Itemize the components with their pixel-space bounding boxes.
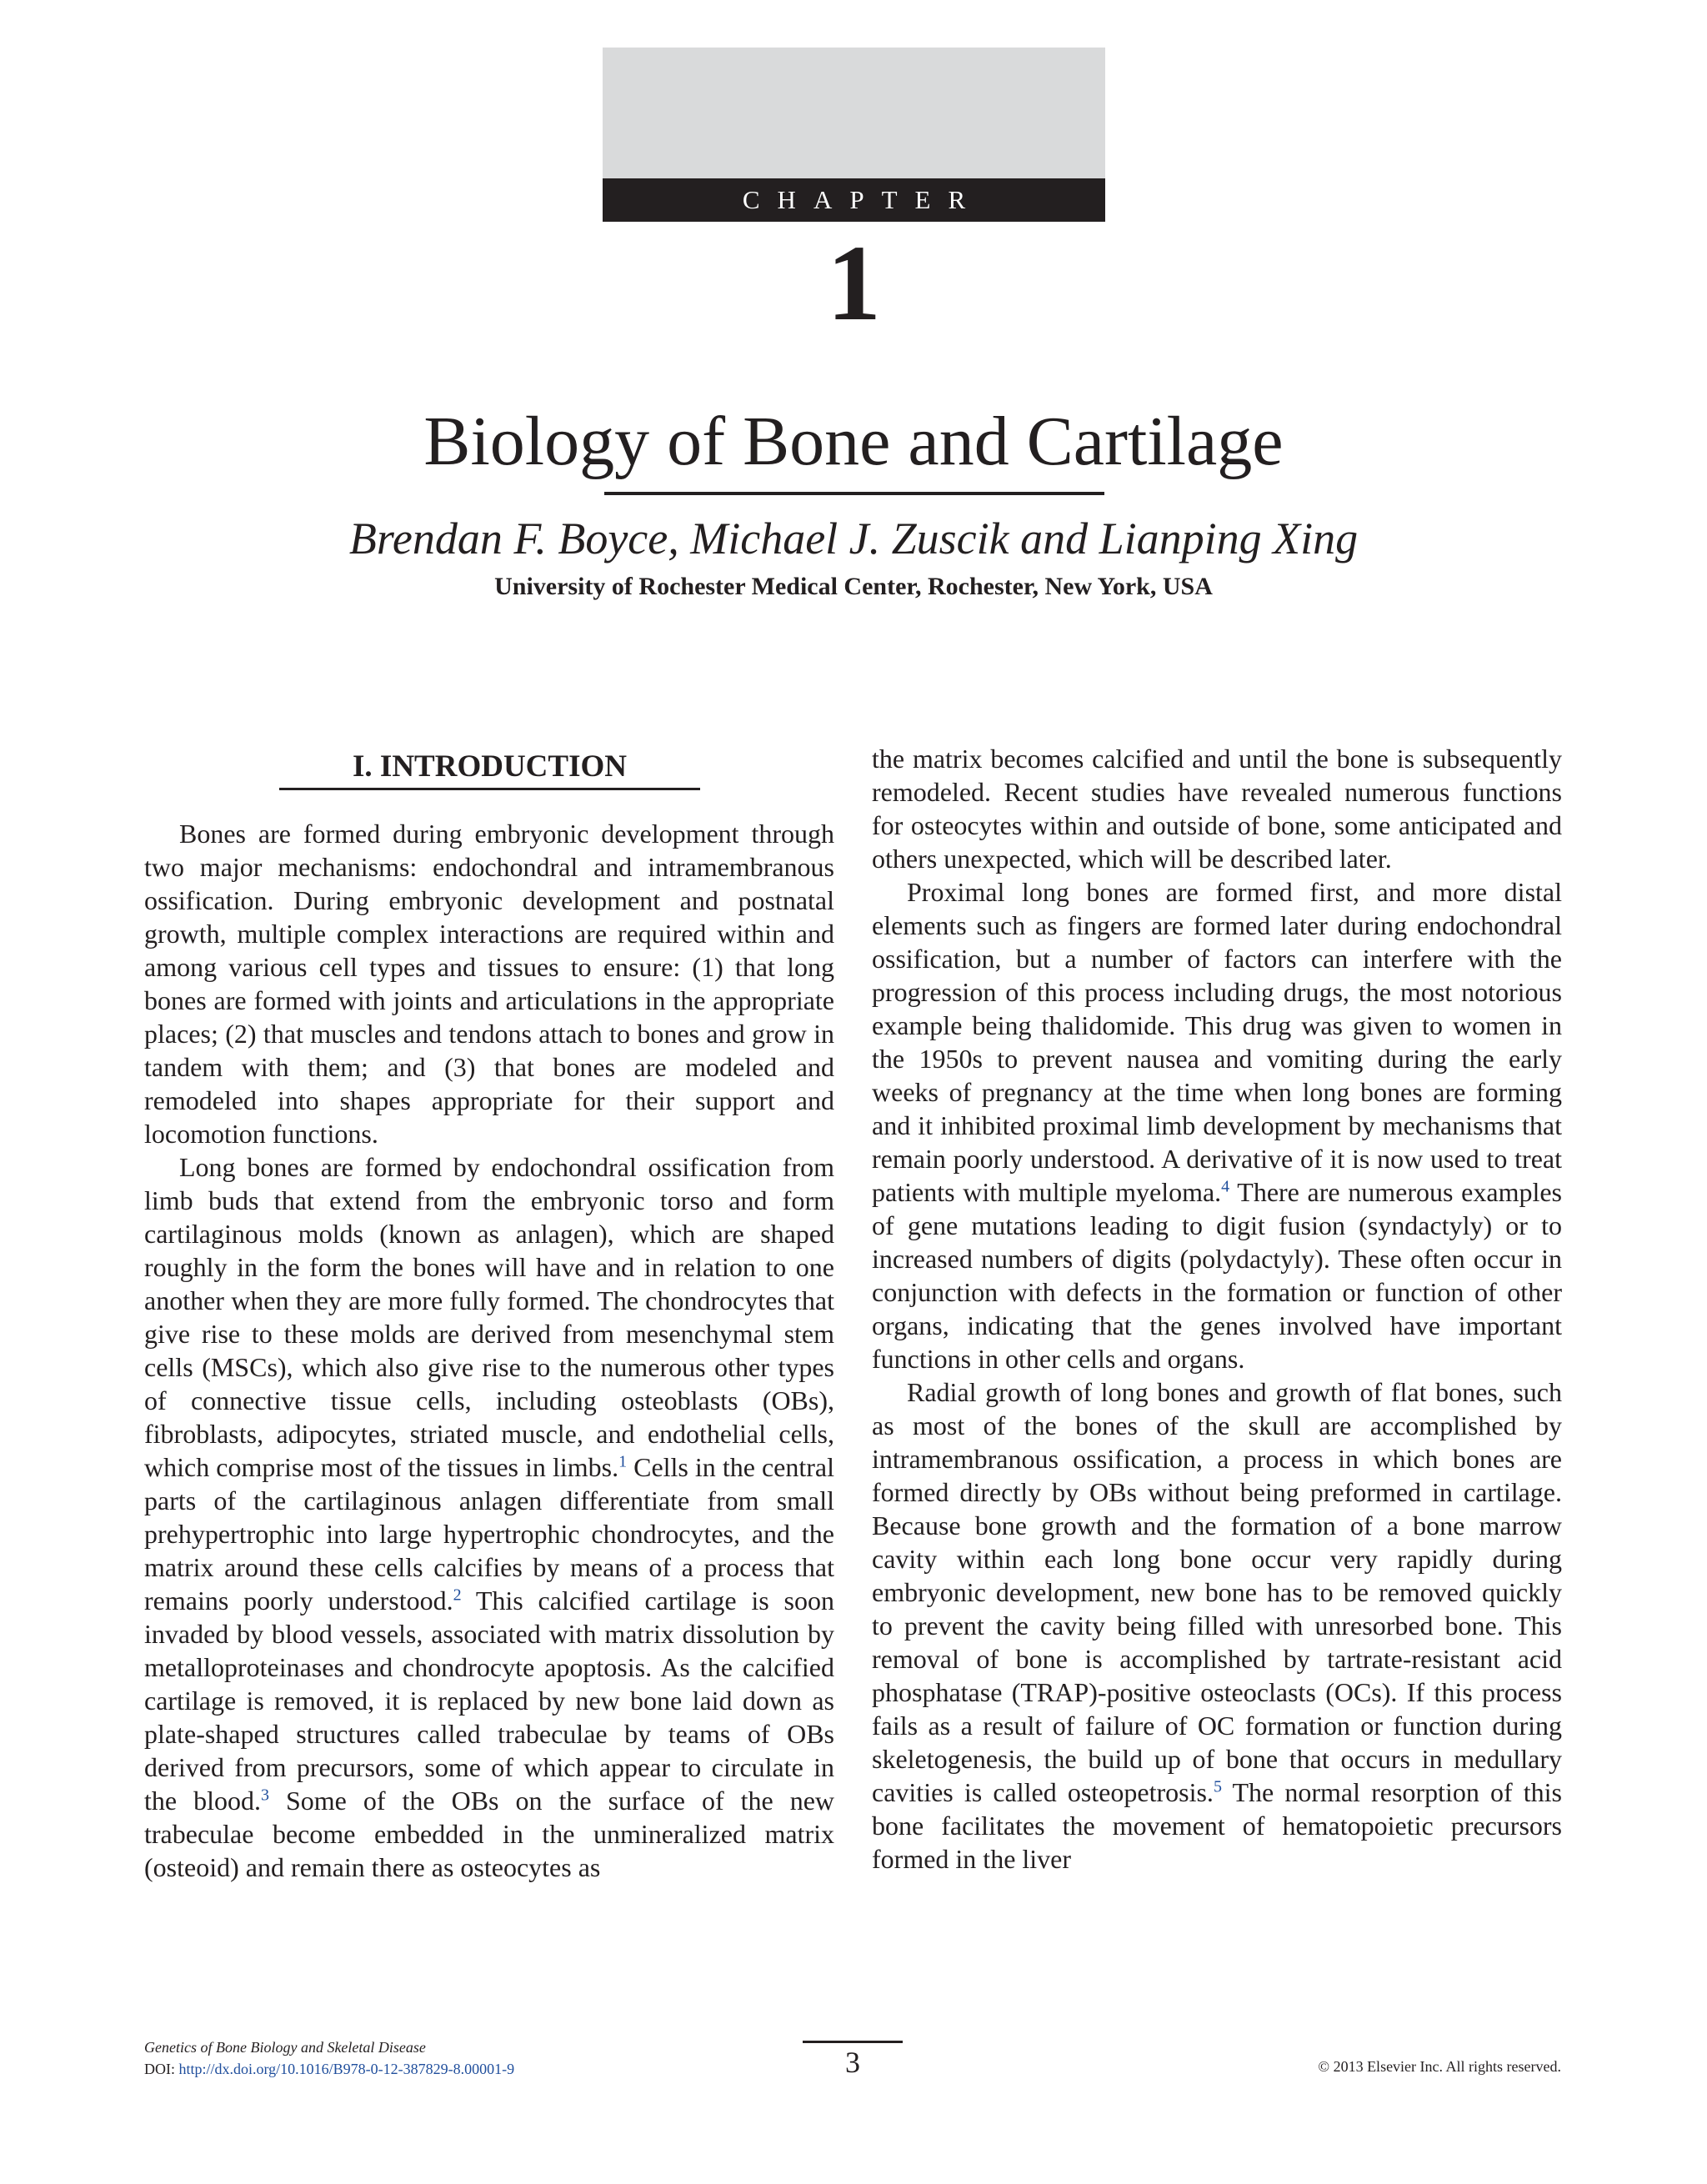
reference-link[interactable]: 5 [1213, 1777, 1222, 1796]
doi-label: DOI: [144, 2061, 179, 2077]
paragraph-text: The normal resorption of this bone facilitates the movement of hematopoietic precursors formed in the liver [872, 1777, 1563, 1874]
doi-link[interactable]: http://dx.doi.org/10.1016/B978-0-12-387829-8.00001-9 [178, 2061, 515, 2077]
paragraph-text: Proximal long bones are formed first, and more distal elements such as fingers are formed later during endochondral ossification, but a number of factors can interfere with the progression of this process including drugs, the most notorious example being thalidomide. This drug was given to women in the 1950s to prevent nausea and vomiting during the early weeks of pregnancy at the time when long bones are forming and it inhibited proximal limb development by mechanisms that remain poorly understood. A derivative of it is now used to treat patients with multiple myeloma. [872, 877, 1562, 1207]
reference-link[interactable]: 3 [260, 1786, 269, 1805]
left-column [144, 817, 834, 1884]
reference-link[interactable]: 2 [453, 1585, 462, 1605]
chapter-title: Biology of Bone and Cartilage [423, 403, 1284, 480]
title-divider [604, 492, 1104, 495]
book-title: Genetics of Bone Biology and Skeletal Disease [144, 2039, 426, 2056]
paragraph-text: Radial growth of long bones and growth of flat bones, such as most of the bones of the skull are accomplished by intramembranous ossification, a process in which bones are formed directly by OBs without being preformed in cartilage. Because bone growth and the formation of a bone marrow cavity within each long bone occur very rapidly during embryonic development, new bone has to be removed quickly to prevent the cavity being filled with unresorbed bone. This removal of bone is accomplished by tartrate-resistant acid phosphatase (TRAP)-positive osteoclasts (OCs). If this process fails as a result of failure of OC formation or function during skeletogenesis, the build up of bone that occurs in medullary cavities is called osteopetrosis. [872, 1377, 1562, 1807]
right-column [872, 742, 1562, 1876]
paragraph [144, 1150, 834, 1884]
reference-link[interactable]: 1 [618, 1452, 628, 1471]
chapter-label: CHAPTER [603, 178, 1105, 222]
copyright-notice: © 2013 Elsevier Inc. All rights reserved. [1318, 2058, 1561, 2075]
doi-line [144, 2058, 514, 2080]
chapter-authors: Brendan F. Boyce, Michael J. Zuscik and Lianping Xing [348, 513, 1359, 564]
paragraph [872, 1375, 1562, 1876]
section-heading: I. INTRODUCTION [353, 749, 627, 784]
page-number: 3 [845, 2046, 860, 2079]
chapter-number: 1 [827, 223, 881, 343]
paragraph: Bones are formed during embryonic development through two major mechanisms: endochondral and intramembranous ossification. During embryonic development and postnatal growth, multiple complex interactions are required within and among various cell types and tissues to ensure: (1) that long bones are formed with joints and articulations in the appropriate places; (2) that muscles and tendons attach to bones and grow in tandem with them; and (3) that bones are modeled and remodeled into shapes appropriate for their support and locomotion functions. [144, 819, 834, 1149]
page-number-divider [803, 2041, 903, 2043]
paragraph [872, 875, 1562, 1375]
paragraph-text: Long bones are formed by endochondral ossification from limb buds that extend from the embryonic torso and form cartilaginous molds (known as anlagen), which are shaped roughly in the form the bones will have and in relation to one another when they are more fully formed. The chondrocytes that give rise to these molds are derived from mesenchymal stem cells (MSCs), which also give rise to the numerous other types of connective tissue cells, including osteoblasts (OBs), fibroblasts, adipocytes, striated muscle, and endothelial cells, which comprise most of the tissues in limbs. [144, 1152, 834, 1482]
section-divider [279, 788, 700, 790]
author-affiliation: University of Rochester Medical Center, Rochester, New York, USA [494, 573, 1213, 600]
chapter-banner [603, 48, 1105, 178]
paragraph-text: Some of the OBs on the surface of the new trabeculae become embedded in the unmineralized matrix (osteoid) and remain there as osteocytes as [144, 1786, 835, 1882]
paragraph: the matrix becomes calcified and until the bone is subsequently remodeled. Recent studies have revealed numerous functions for osteocytes within and outside of bone, some anticipated and others unexpected, which will be described later. [872, 744, 1562, 874]
paragraph-text: Cells in the central parts of the cartilaginous anlagen differentiate from small prehypertrophic into large hypertrophic chondrocytes, and the matrix around these cells calcifies by means of a process that remains poorly understood. [144, 1452, 834, 1615]
paragraph-text: This calcified cartilage is soon invaded by blood vessels, associated with matrix dissolution by metalloproteinases and chondrocyte apoptosis. As the calcified cartilage is removed, it is replaced by new bone laid down as plate-shaped structures called trabeculae by teams of OBs derived from precursors, some of which appear to circulate in the blood. [144, 1585, 835, 1816]
footer-left [144, 2036, 514, 2080]
paragraph-text: There are numerous examples of gene mutations leading to digit fusion (syndactyly) or to increased numbers of digits (polydactyly). These often occur in conjunction with defects in the formation or function of other organs, indicating that the genes involved have important functions in other cells and organs. [872, 1177, 1562, 1374]
reference-link[interactable]: 4 [1221, 1177, 1230, 1196]
